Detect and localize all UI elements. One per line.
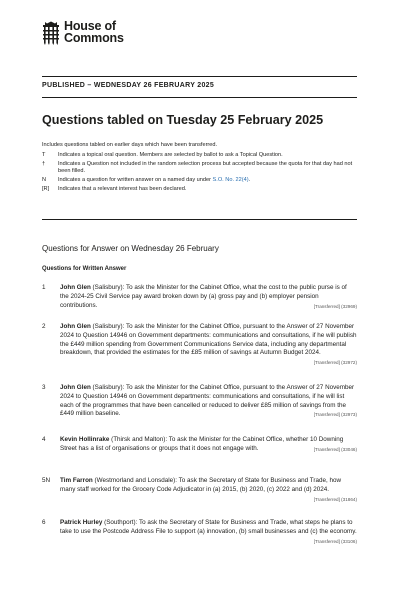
question-item (42, 384, 357, 420)
question-asker: John Glen (60, 323, 91, 330)
divider-legend (42, 219, 357, 220)
legend-intro: Includes questions tabled on earlier days which have been transferred. (42, 142, 218, 148)
legend-text: Indicates a Question not included in the random selection process but accepted because the quota for that day had not been filled. (58, 160, 353, 174)
house-of-commons-logo (42, 20, 124, 45)
legend-text-end: . (248, 177, 251, 183)
question-number: 4 (42, 436, 46, 443)
page-title: Questions tabled on Tuesday 25 February 2025 (42, 113, 324, 127)
question-number: 6 (42, 519, 46, 526)
question-reference: [Transferred] (32973) (313, 412, 357, 418)
legend-text-wrap (58, 177, 357, 185)
question-item (42, 284, 357, 311)
question-asker: Patrick Hurley (60, 519, 103, 526)
legend-text: Indicates that a relevant interest has been declared. (58, 186, 187, 192)
question-body (60, 436, 357, 454)
legend-item-topical (42, 152, 357, 160)
question-reference: [Transferred] (33046) (313, 446, 357, 452)
question-asker: Kevin Hollinrake (60, 436, 110, 443)
question-text: (Salisbury): To ask the Minister for the Cabinet Office, pursuant to the Answer of 27 November 2024 to Question 14946 on Government departments: communications and consultations, if he will list each of the programmes that have been cancelled or reduced to deliver £85 million of savings from the £449 million baseline. (60, 384, 355, 418)
divider-published (42, 97, 357, 98)
question-reference: [Transferred] (32972) (313, 360, 357, 366)
question-body (60, 519, 357, 544)
question-body (60, 477, 357, 502)
question-asker: John Glen (60, 284, 91, 291)
question-number: 1 (42, 284, 46, 291)
question-item (42, 477, 357, 504)
question-text: (Thirsk and Malton): To ask the Minister for the Cabinet Office, whether 10 Downing Street has a list of organisations or groups that it does not engage with. (60, 436, 344, 452)
logo-wordmark (64, 20, 124, 44)
question-text: (Southport): To ask the Secretary of State for Business and Trade, what steps he plans to take to use the Postcode Address File to support (a) innovation, (b) small businesses and (c) the economy. (60, 519, 357, 535)
legend-text: Indicates a question for written answer on a named day under (58, 177, 213, 183)
question-reference: [Transferred] (33106) (313, 538, 357, 544)
logo-line-2: Commons (64, 31, 124, 45)
logo-line-1: House of (64, 19, 116, 33)
legend-symbol: T (42, 151, 46, 158)
legend-item-interest (42, 186, 357, 194)
question-number: 5N (42, 477, 51, 484)
legend-item-quota (42, 161, 357, 176)
question-number: 2 (42, 323, 46, 330)
question-body (60, 284, 357, 310)
legend-item-named-day (42, 177, 357, 185)
legend-symbol: N (42, 177, 47, 183)
section-title: Questions for Answer on Wednesday 26 February (42, 244, 219, 253)
published-date: PUBLISHED – WEDNESDAY 26 FEBRUARY 2025 (42, 82, 215, 89)
question-text: (Salisbury): To ask the Minister for the Cabinet Office, pursuant to the Answer of 27 November 2024 to Question 14946 on Government departments: communications and consultations, if he will publish the £449 million spending from Government Communications Service data, including any departmental breakdown, that provided the estimates for the £85 million of savings at Autumn Budget 2024. (60, 323, 357, 357)
question-text: (Salisbury): To ask the Minister for the Cabinet Office, what the cost to the public purse is of the 2024-25 Civil Service pay award broken down by (a) gross pay and (b) employer pension contributions. (60, 284, 347, 309)
legend (42, 142, 357, 195)
question-item (42, 436, 357, 455)
sub-title: Questions for Written Answer (42, 266, 127, 272)
divider-top (42, 76, 357, 77)
legend-symbol: † (42, 160, 46, 167)
question-reference: [Transferred] (32969) (313, 303, 357, 309)
portcullis-icon (42, 21, 60, 45)
question-asker: Tim Farron (60, 477, 93, 484)
question-asker: John Glen (60, 384, 91, 391)
legend-symbol: [R] (42, 186, 50, 192)
question-item (42, 323, 357, 368)
question-text: (Westmorland and Lonsdale): To ask the Secretary of State for Business and Trade, how many staff worked for the Grocery Code Adjudicator in (a) 2015, (b) 2020, (c) 2022 and (d) 2024. (60, 477, 342, 493)
legend-text: Indicates a topical oral question. Members are selected by ballot to ask a Topical Question. (58, 151, 283, 158)
question-reference: [Transferred] (31864) (313, 496, 357, 502)
question-body (60, 323, 357, 366)
question-body (60, 384, 357, 419)
standing-order-link[interactable]: S.O. No. 22(4) (212, 177, 249, 183)
question-number: 3 (42, 384, 46, 391)
question-item (42, 519, 357, 546)
